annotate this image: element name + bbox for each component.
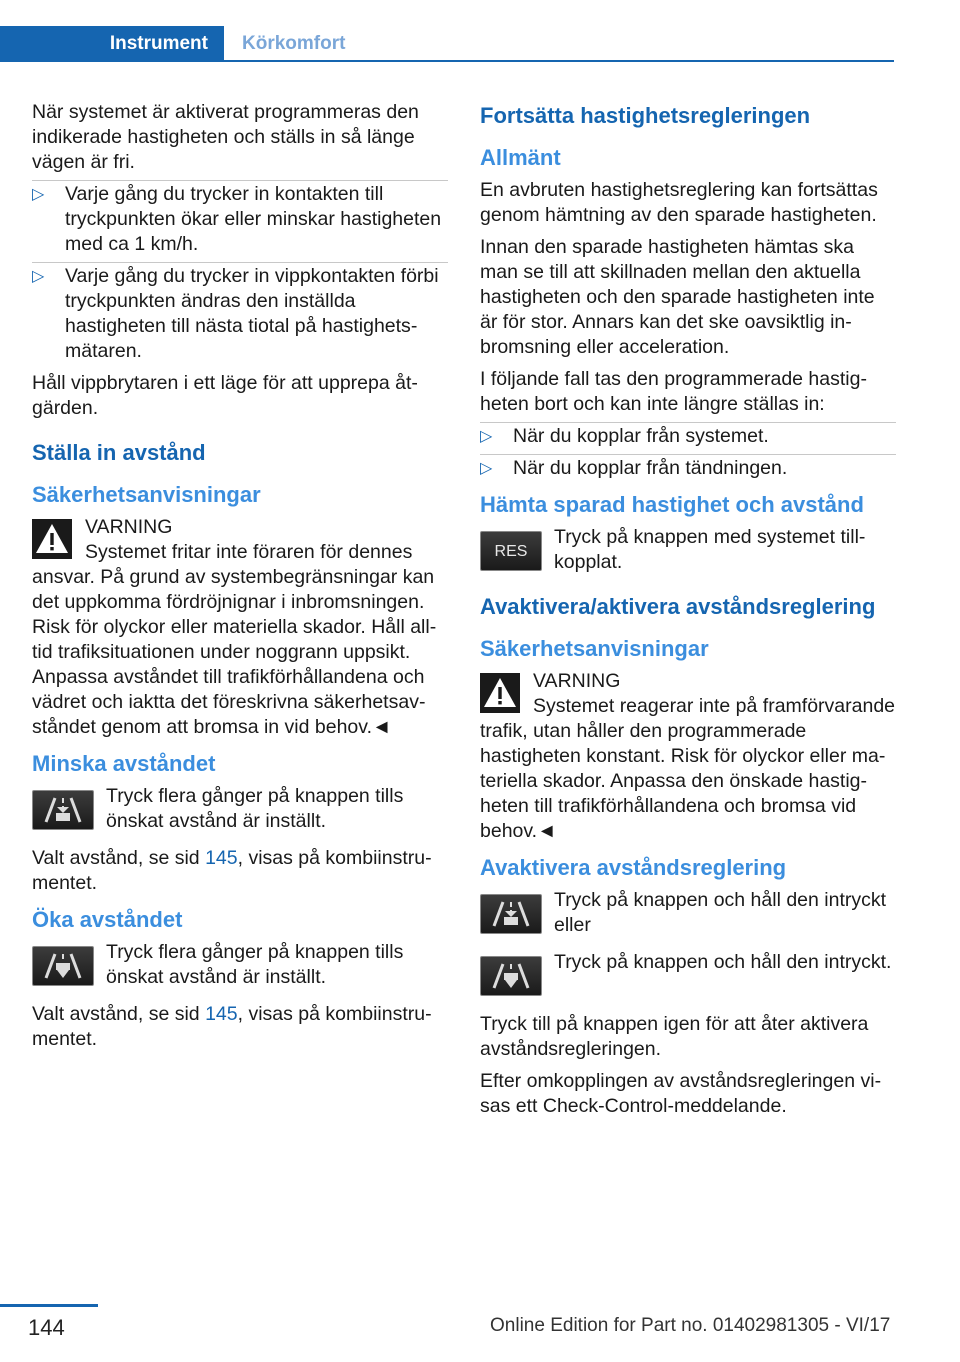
- header-tabs: [0, 26, 894, 62]
- instruction-row: [480, 525, 896, 575]
- warning-label: VARNING: [533, 670, 621, 692]
- warning-icon: [480, 673, 520, 713]
- intro-paragraph: När systemet är aktiverat programmeras den indikerade hastigheten och ställs in så länge vägen är fri.: [32, 101, 419, 173]
- tab-korkomfort[interactable]: Körkomfort: [242, 33, 346, 54]
- instruction-text: Tryck flera gånger på knappen tills önskat avstånd är inställt.: [106, 785, 404, 832]
- list-item: ▷ När du kopplar från systemet.: [480, 424, 896, 449]
- warning-block: [32, 515, 448, 740]
- heading-avaktivera-avstandsreglering: Avaktivera avståndsreglering: [480, 855, 787, 880]
- warning-icon: [32, 519, 72, 559]
- distance-increase-button-icon: [32, 946, 94, 986]
- paragraph: Innan den sparade hastigheten hämtas ska man se till att skillnaden mellan den aktuella hastigheten och den sparade hastigheten inte är för stor. Annars kan det ske oavsiktlig inbromsning eller acceleration.: [480, 236, 875, 358]
- instruction-text: Tryck på knappen med systemet tillkopplat.: [554, 526, 866, 573]
- warning-text: Systemet reagerar inte på framförvarande trafik, utan håller den programmerade hastigheten konstant. Risk för olyckor eller materiella skador. Anpassa den önskade hastigheten till trafikförhållandena och bromsa vid behov.◄: [480, 695, 896, 842]
- instruction-text: Tryck flera gånger på knappen tills önskat avstånd är inställt.: [106, 941, 404, 988]
- page-link-145[interactable]: 145: [205, 1003, 238, 1025]
- heading-fortsatta-hastighetsregleringen: Fortsätta hastighetsregleringen: [480, 103, 811, 128]
- bullet-triangle-icon: ▷: [32, 268, 45, 285]
- heading-avaktivera-aktivera: Avaktivera/aktivera avståndsreglering: [480, 594, 876, 619]
- heading-oka-avstandet: Öka avståndet: [32, 907, 183, 932]
- list-item: ▷ Varje gång du trycker in kontakten till tryckpunkten ökar eller minskar hastigheten med ca 1 km/h.: [32, 182, 448, 257]
- distance-decrease-button-icon: [32, 790, 94, 830]
- reference-paragraph: Valt avstånd, se sid 145, visas på kombiinstrumentet.: [32, 1003, 432, 1050]
- res-button-icon: RES: [480, 531, 542, 571]
- heading-minska-avstandet: Minska avståndet: [32, 751, 216, 776]
- distance-decrease-button-icon: [480, 894, 542, 934]
- instruction-row: [32, 784, 448, 834]
- tab-instrument[interactable]: Instrument: [0, 26, 224, 62]
- list-item: ▷ När du kopplar från tändningen.: [480, 456, 896, 481]
- bullet-triangle-icon: ▷: [480, 428, 493, 445]
- paragraph: Efter omkopplingen av avståndsregleringen visas ett Check-Control-meddelande.: [480, 1070, 882, 1117]
- right-column: [480, 100, 896, 1126]
- reference-paragraph: Valt avstånd, se sid 145, visas på kombiinstrumentet.: [32, 847, 432, 894]
- page-link-145[interactable]: 145: [205, 847, 238, 869]
- heading-allmant: Allmänt: [480, 145, 561, 170]
- tab-divider-line: [224, 60, 894, 62]
- instruction-row: [32, 940, 448, 990]
- distance-increase-button-icon: [480, 956, 542, 996]
- warning-block: [480, 669, 896, 844]
- bullet-triangle-icon: ▷: [480, 460, 493, 477]
- instruction-row: [480, 950, 896, 1000]
- heading-hamta-sparad-hastighet: Hämta sparad hastighet och avstånd: [480, 492, 864, 517]
- paragraph: En avbruten hastighetsreglering kan fortsättas genom hämtning av den sparade hastigheten.: [480, 179, 878, 226]
- warning-text: Systemet fritar inte föraren för dennes ansvar. På grund av systembegränsningar kan det uppkomma fördröjnignar i inbromsningen. Risk för olyckor eller materiella skador. Håll alltid trafiksituationen under noggrann uppsikt. Anpassa avståndet till trafikförhållandena och vädret och iaktta det föreskrivna säkerhetsavståndet genom att bromsa in vid behov.◄: [32, 541, 437, 738]
- paragraph: Tryck till på knappen igen för att åter aktivera avståndsregleringen.: [480, 1013, 869, 1060]
- footer-edition: Online Edition for Part no. 01402981305 - VI/17: [490, 1315, 891, 1336]
- page-number: 144: [28, 1315, 65, 1340]
- paragraph: I följande fall tas den programmerade hastigheten bort och kan inte längre ställas in:: [480, 368, 867, 415]
- list-item: ▷ Varje gång du trycker in vippkontakten förbi tryckpunkten ändras den inställda hastigheten till nästa tiotal på hastighetsmätaren.: [32, 264, 448, 364]
- instruction-text: Tryck på knappen och håll den intryckt.: [554, 951, 892, 973]
- heading-stalla-in-avstand: Ställa in avstånd: [32, 440, 206, 465]
- left-column: [32, 100, 448, 1059]
- bullet-triangle-icon: ▷: [32, 186, 45, 203]
- heading-sakerhetsanvisningar: Säkerhetsanvisningar: [32, 482, 261, 507]
- page-number-rule: [0, 1304, 98, 1307]
- instruction-row: [480, 888, 896, 938]
- heading-sakerhetsanvisningar: Säkerhetsanvisningar: [480, 636, 709, 661]
- instruction-text: Tryck på knappen och håll den intryckt eller: [554, 889, 887, 936]
- warning-label: VARNING: [85, 516, 173, 538]
- paragraph: Håll vippbrytaren i ett läge för att upprepa åtgärden.: [32, 372, 418, 419]
